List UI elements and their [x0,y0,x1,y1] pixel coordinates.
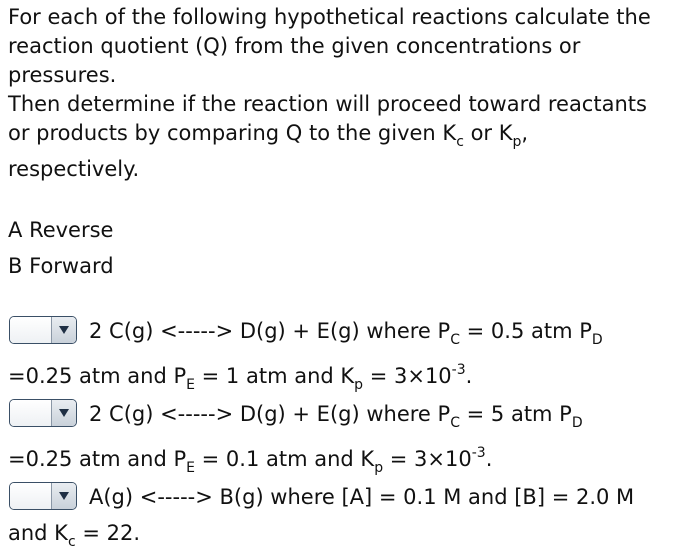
instruction-text: or K [463,121,513,145]
subscript: p [512,134,522,150]
subscript: p [354,377,364,393]
option-letter: B [8,254,23,278]
triangle-down-icon [59,326,69,334]
question-text: 2 C(g) <-----> D(g) + E(g) where P [89,319,451,343]
triangle-down-icon [59,409,69,417]
subscript: p [374,460,384,476]
superscript: -3 [471,445,486,461]
option-letter: A [8,218,23,242]
instruction-text: or products by comparing Q to the given K [8,121,457,145]
option-b [8,256,114,277]
question-text: = 3×10 [363,364,452,388]
question-2-line-2 [8,445,493,476]
question-2-line-1 [89,402,583,431]
question-text: . [465,364,473,388]
question-1-line-2 [8,362,473,393]
subscript: D [591,332,603,348]
question-text: =0.25 atm and P [8,447,187,471]
dropdown-toggle[interactable] [51,317,76,343]
instruction-line-4: Then determine if the reaction will proceed toward reactants [8,92,647,116]
subscript: C [450,415,460,431]
option-label: Reverse [29,218,114,242]
answer-dropdown-2[interactable] [9,399,77,427]
dropdown-value [10,400,53,426]
superscript: -3 [451,362,466,378]
dropdown-value [10,317,53,343]
question-text: =0.25 atm and P [8,364,187,388]
question-text: A(g) <-----> B(g) where [A] = 0.1 M and [B] = 2.0 M [89,485,635,509]
question-text: = 22. [75,521,141,545]
answer-dropdown-3[interactable] [9,482,77,510]
instruction-line-5 [8,121,529,150]
instruction-line-2: reaction quotient (Q) from the given concentrations or [8,34,581,58]
question-3-line-2 [8,521,141,550]
subscript: c [456,134,464,150]
answer-dropdown-1[interactable] [9,316,77,344]
option-label: Forward [29,254,114,278]
question-text: = 0.5 atm P [459,319,592,343]
instruction-line-1: For each of the following hypothetical reactions calculate the [8,5,651,29]
instruction-text: , [521,121,529,145]
question-text: = 0.1 atm and K [194,447,375,471]
option-a [8,220,113,241]
instruction-line-3: pressures. [8,63,117,87]
subscript: E [186,460,195,476]
question-text: and K [8,521,68,545]
dropdown-value [10,483,53,509]
question-3-line-1 [89,487,634,508]
question-text: = 1 atm and K [194,364,355,388]
question-text: . [485,447,493,471]
question-1-line-1 [89,319,603,348]
subscript: D [571,415,583,431]
question-text: = 3×10 [383,447,472,471]
dropdown-toggle[interactable] [51,400,76,426]
question-text: = 5 atm P [459,402,572,426]
subscript: E [186,377,195,393]
question-text: 2 C(g) <-----> D(g) + E(g) where P [89,402,451,426]
dropdown-toggle[interactable] [51,483,76,509]
subscript: C [450,332,460,348]
subscript: c [67,534,76,550]
triangle-down-icon [59,492,69,500]
instruction-line-6: respectively. [8,157,140,181]
